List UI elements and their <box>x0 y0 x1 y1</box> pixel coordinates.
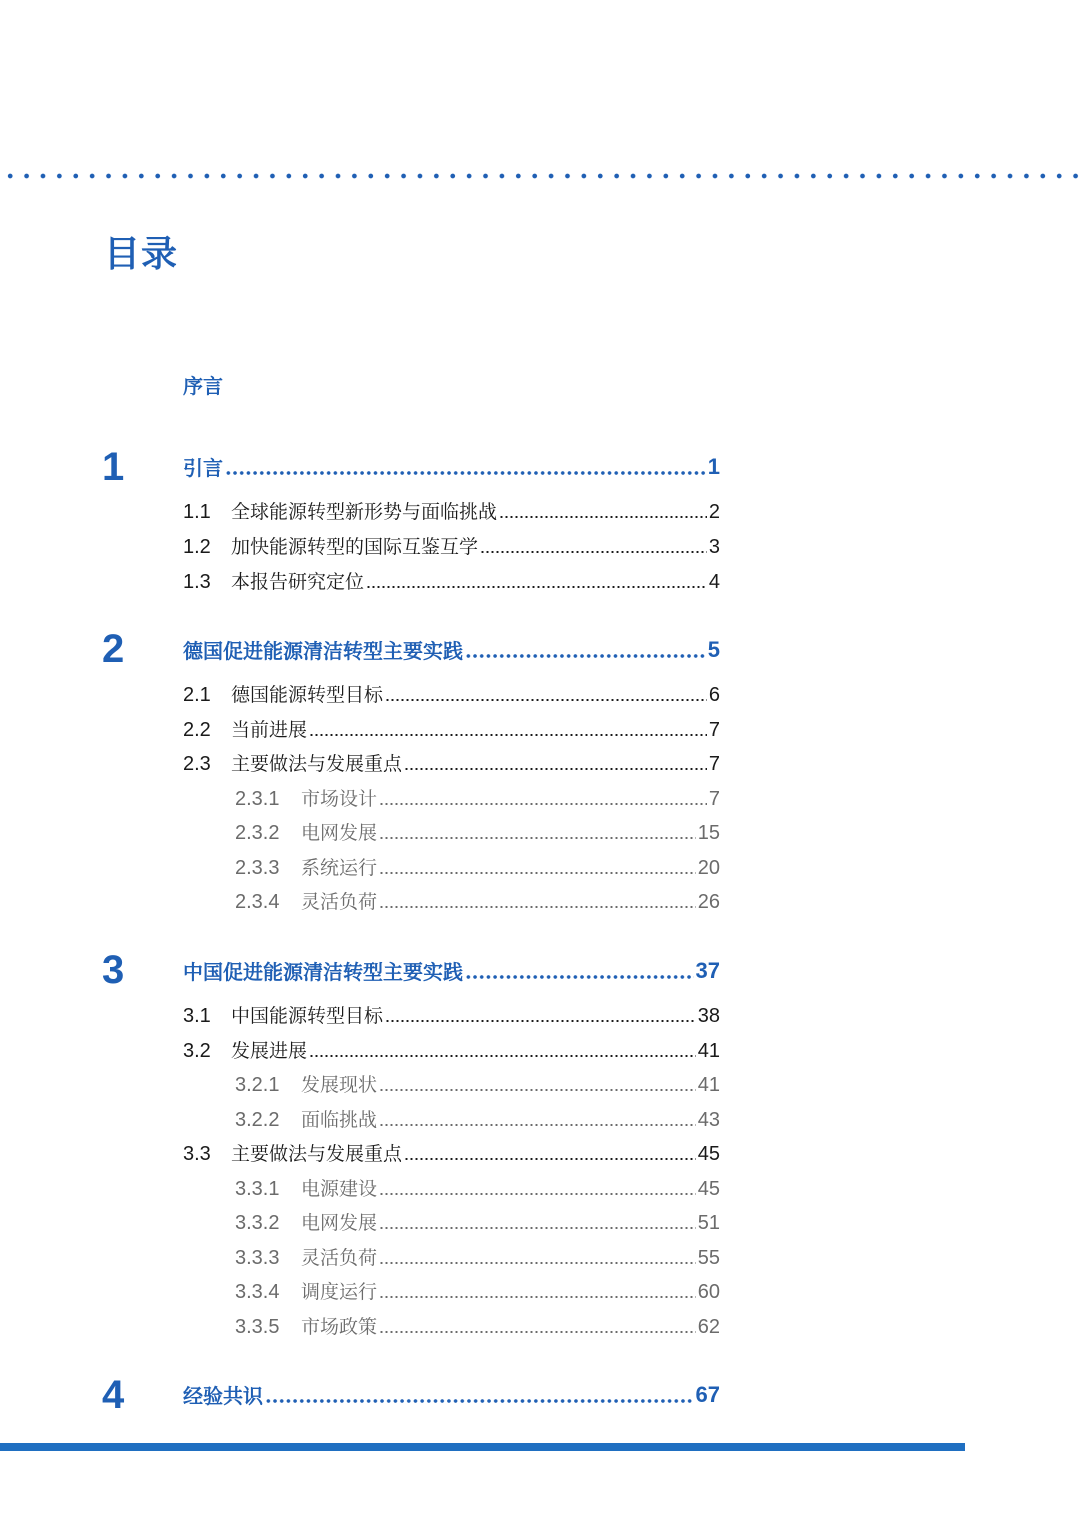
dot-leader <box>309 734 707 736</box>
toc-entry-title: 德国促进能源清洁转型主要实践 <box>183 639 463 661</box>
dot-leader <box>379 803 707 805</box>
dot-leader <box>309 1055 696 1057</box>
toc-entry-title: 发展进展 <box>231 1040 308 1061</box>
dot-leader <box>404 1158 696 1160</box>
dot-leader <box>379 1124 696 1126</box>
dot-leader <box>379 906 696 908</box>
dot-leader <box>265 1399 694 1403</box>
toc-entry-title: 市场政策 <box>301 1316 378 1337</box>
dot-leader <box>379 1193 696 1195</box>
toc-page-number: 4 <box>708 571 720 592</box>
toc-entry-number: 3.3.1 <box>235 1178 280 1199</box>
toc-entry-title: 系统运行 <box>301 857 378 878</box>
toc-entry-number: 3.3.2 <box>235 1212 280 1233</box>
chapter-number-2: 2 <box>102 627 125 671</box>
toc-entry-number: 3.2 <box>183 1040 211 1061</box>
toc-section-2-2[interactable] <box>183 710 720 740</box>
dot-leader <box>480 551 707 553</box>
toc-chapter-3[interactable] <box>183 952 720 982</box>
toc-entry-number: 3.2.1 <box>235 1074 280 1095</box>
toc-page-number: 3 <box>708 536 720 557</box>
toc-entry-number: 3.1 <box>183 1005 211 1026</box>
toc-page-number: 41 <box>697 1040 720 1061</box>
toc-page-number: 7 <box>708 753 720 774</box>
toc-subsection-3-2-2[interactable] <box>235 1100 720 1130</box>
chapter-number-1: 1 <box>102 445 125 489</box>
toc-subsection-3-3-4[interactable] <box>235 1272 720 1302</box>
toc-page-number: 38 <box>697 1005 720 1026</box>
toc-entry-number: 2.3.4 <box>235 891 280 912</box>
toc-page-number: 7 <box>708 788 720 809</box>
toc-entry-number: 3.3.4 <box>235 1281 280 1302</box>
toc-section-1-3[interactable] <box>183 562 720 592</box>
toc-page-number: 55 <box>697 1247 720 1268</box>
toc-page-number: 62 <box>697 1316 720 1337</box>
toc-entry-title: 电源建设 <box>301 1178 378 1199</box>
toc-entry-title: 经验共识 <box>183 1384 263 1406</box>
dot-leader <box>379 837 696 839</box>
toc-section-2-1[interactable] <box>183 675 720 705</box>
toc-section-2-3[interactable] <box>183 744 720 774</box>
toc-entry-number: 3.2.2 <box>235 1109 280 1130</box>
dot-leader <box>366 586 707 588</box>
toc-section-3-2[interactable] <box>183 1031 720 1061</box>
toc-entry-title: 灵活负荷 <box>301 1247 378 1268</box>
toc-entry-number: 1.1 <box>183 501 211 522</box>
toc-page-number: 67 <box>695 1382 720 1406</box>
page-title: 目录 <box>104 234 179 275</box>
toc-chapter-4[interactable] <box>183 1376 720 1406</box>
toc-page-number: 51 <box>697 1212 720 1233</box>
toc-subsection-2-3-2[interactable] <box>235 813 720 843</box>
toc-entry-number: 2.3 <box>183 753 211 774</box>
toc-page-number: 43 <box>697 1109 720 1130</box>
toc-entry-title: 中国能源转型目标 <box>231 1005 384 1026</box>
dot-leader <box>499 516 707 518</box>
dot-leader <box>385 1020 696 1022</box>
toc-subsection-3-2-1[interactable] <box>235 1065 720 1095</box>
toc-page-number: 1 <box>707 454 720 478</box>
toc-entry-number: 2.3.2 <box>235 822 280 843</box>
toc-subsection-3-3-5[interactable] <box>235 1307 720 1337</box>
toc-chapter-2[interactable] <box>183 631 720 661</box>
dot-leader <box>379 1296 696 1298</box>
toc-entry-title: 主要做法与发展重点 <box>231 1143 403 1164</box>
dot-leader <box>465 975 694 979</box>
toc-subsection-2-3-1[interactable] <box>235 779 720 809</box>
dot-leader <box>465 654 706 658</box>
toc-entry-title: 面临挑战 <box>301 1109 378 1130</box>
toc-entry-number: 2.3.1 <box>235 788 280 809</box>
chapter-number-3: 3 <box>102 948 125 992</box>
dot-leader <box>379 872 696 874</box>
dotted-divider <box>0 172 1080 180</box>
toc-section-3-3[interactable] <box>183 1134 720 1164</box>
dot-leader <box>379 1262 696 1264</box>
toc-entry-title: 全球能源转型新形势与面临挑战 <box>231 501 498 522</box>
toc-entry-title: 本报告研究定位 <box>231 571 365 592</box>
dot-leader <box>379 1089 696 1091</box>
toc-section-1-2[interactable] <box>183 527 720 557</box>
toc-subsection-3-3-3[interactable] <box>235 1238 720 1268</box>
toc-section-3-1[interactable] <box>183 996 720 1026</box>
toc-entry-title: 德国能源转型目标 <box>231 684 384 705</box>
toc-entry-number: 3.3.5 <box>235 1316 280 1337</box>
toc-page-number: 2 <box>708 501 720 522</box>
toc-chapter-1[interactable] <box>183 448 720 478</box>
toc-page-number: 15 <box>697 822 720 843</box>
toc-page-number: 60 <box>697 1281 720 1302</box>
toc-entry-title: 电网发展 <box>301 1212 378 1233</box>
toc-entry-number: 1.2 <box>183 536 211 557</box>
toc-entry-number: 2.3.3 <box>235 857 280 878</box>
toc-entry-title: 发展现状 <box>301 1074 378 1095</box>
toc-subsection-3-3-1[interactable] <box>235 1169 720 1199</box>
toc-entry-number: 1.3 <box>183 571 211 592</box>
toc-page-number: 41 <box>697 1074 720 1095</box>
toc-page-number: 26 <box>697 891 720 912</box>
toc-entry-title: 加快能源转型的国际互鉴互学 <box>231 536 479 557</box>
toc-entry-number: 2.2 <box>183 719 211 740</box>
toc-subsection-2-3-4[interactable] <box>235 882 720 912</box>
toc-page-number: 5 <box>707 637 720 661</box>
toc-entry-title: 调度运行 <box>301 1281 378 1302</box>
toc-entry-title: 引言 <box>183 456 223 478</box>
toc-subsection-2-3-3[interactable] <box>235 848 720 878</box>
chapter-number-4: 4 <box>102 1373 125 1417</box>
toc-entry-number: 3.3 <box>183 1143 211 1164</box>
toc-entry-title: 主要做法与发展重点 <box>231 753 403 774</box>
bottom-accent-bar <box>0 1443 965 1451</box>
dot-leader <box>404 768 707 770</box>
dot-leader <box>379 1331 696 1333</box>
toc-entry-title: 灵活负荷 <box>301 891 378 912</box>
toc-page-number: 45 <box>697 1178 720 1199</box>
toc-entry-title: 中国促进能源清洁转型主要实践 <box>183 960 463 982</box>
toc-entry-number: 3.3.3 <box>235 1247 280 1268</box>
toc-page-number: 7 <box>708 719 720 740</box>
toc-entry-number: 2.1 <box>183 684 211 705</box>
toc-subsection-3-3-2[interactable] <box>235 1203 720 1233</box>
dot-leader <box>379 1227 696 1229</box>
toc-section-1-1[interactable] <box>183 492 720 522</box>
dot-leader <box>385 699 707 701</box>
toc-entry-title: 当前进展 <box>231 719 308 740</box>
toc-page-number: 45 <box>697 1143 720 1164</box>
toc-page-number: 37 <box>695 958 720 982</box>
toc-preface[interactable]: 序言 <box>183 374 223 398</box>
dot-leader <box>225 471 706 475</box>
toc-entry-title: 电网发展 <box>301 822 378 843</box>
toc-page-number: 20 <box>697 857 720 878</box>
toc-entry-title: 市场设计 <box>301 788 378 809</box>
toc-page-number: 6 <box>708 684 720 705</box>
